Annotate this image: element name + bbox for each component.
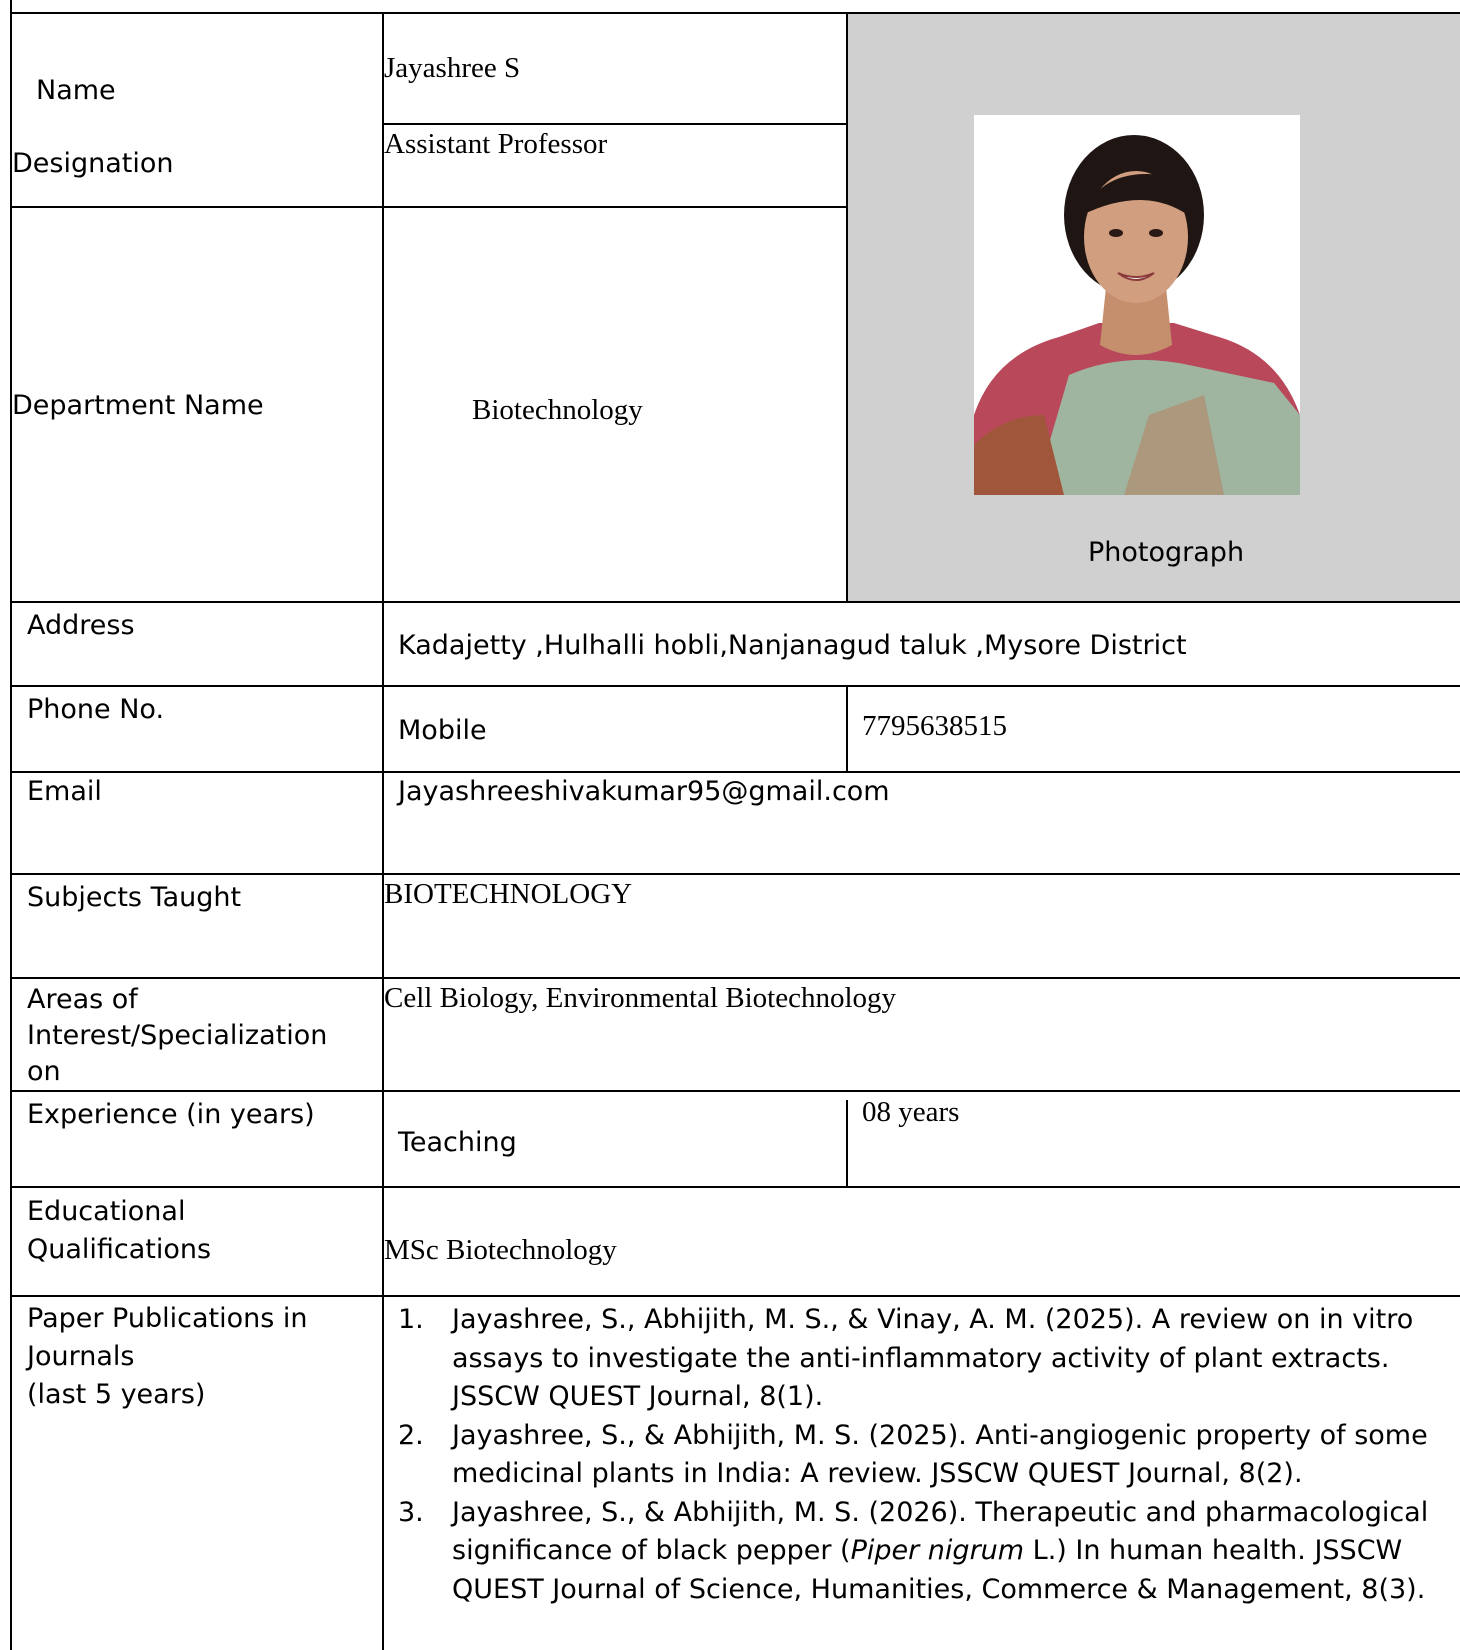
publication-number: 3. (398, 1496, 424, 1528)
email-value: Jayashreeshivakumar95@gmail.com (398, 776, 890, 807)
phone-value: 7795638515 (862, 710, 1007, 742)
phone-label: Phone No. (27, 694, 165, 725)
profile-photo-illustration (974, 115, 1300, 495)
name-value: Jayashree S (384, 52, 521, 84)
interest-label-line-2: Interest/Specialization (27, 1020, 328, 1051)
name-label: Name (36, 75, 116, 106)
publication-line: Jayashree, S., Abhijith, M. S., & Vinay, A. M. (2025). A review on in vitro (452, 1304, 1414, 1335)
publication-line: Jayashree, S., & Abhijith, M. S. (2025). Anti-angiogenic property of some (452, 1419, 1428, 1451)
publication-item (398, 1494, 1458, 1610)
interest-label-line-1: Areas of (27, 984, 138, 1015)
email-label: Email (27, 776, 102, 807)
education-label (27, 1193, 211, 1269)
publication-number: 2. (398, 1419, 424, 1451)
publication-item (398, 1301, 1458, 1417)
experience-type: Teaching (398, 1127, 517, 1158)
subjects-label: Subjects Taught (27, 882, 242, 913)
publication-line: QUEST Journal of Science, Humanities, Commerce & Management, 8(3). (452, 1573, 1426, 1605)
education-label-line-2: Qualifications (27, 1234, 212, 1265)
education-label-line-1: Educational (27, 1196, 186, 1227)
species-name: Piper nigrum (850, 1535, 1025, 1566)
publication-text: significance of black pepper ( (452, 1535, 851, 1566)
publication-line: assays to investigate the anti-inflammatory activity of plant extracts. (452, 1342, 1390, 1374)
address-label: Address (27, 610, 135, 641)
designation-value: Assistant Professor (384, 128, 608, 160)
interest-label-line-3: on (27, 1056, 61, 1087)
publication-line: JSSCW QUEST Journal, 8(1). (452, 1381, 824, 1412)
publications-label (27, 1300, 307, 1414)
subjects-value: BIOTECHNOLOGY (384, 878, 633, 910)
interest-value: Cell Biology, Environmental Biotechnology (384, 982, 897, 1014)
publication-item (398, 1417, 1458, 1494)
publications-list (398, 1301, 1458, 1609)
experience-value: 08 years (862, 1096, 960, 1128)
education-value: MSc Biotechnology (384, 1234, 617, 1266)
phone-type: Mobile (398, 715, 487, 746)
interest-label (27, 982, 327, 1090)
publication-line (452, 1532, 1458, 1571)
profile-photo (974, 115, 1300, 495)
department-label: Department Name (12, 390, 264, 421)
publications-label-line-1: Paper Publications in (27, 1303, 308, 1334)
designation-label: Designation (12, 148, 174, 179)
publication-line: Jayashree, S., & Abhijith, M. S. (2026). Therapeutic and pharmacological (452, 1496, 1429, 1528)
publications-label-line-2: Journals (27, 1341, 135, 1372)
experience-label: Experience (in years) (27, 1099, 315, 1130)
publication-number: 1. (398, 1304, 424, 1335)
photograph-label: Photograph (1088, 537, 1245, 568)
publication-text: L.) In human health. JSSCW (1024, 1535, 1403, 1566)
department-value: Biotechnology (472, 394, 643, 426)
address-value: Kadajetty ,Hulhalli hobli,Nanjanagud taluk ,Mysore District (398, 630, 1187, 661)
publications-label-line-3: (last 5 years) (27, 1379, 206, 1410)
publication-line: medicinal plants in India: A review. JSSCW QUEST Journal, 8(2). (452, 1458, 1303, 1489)
